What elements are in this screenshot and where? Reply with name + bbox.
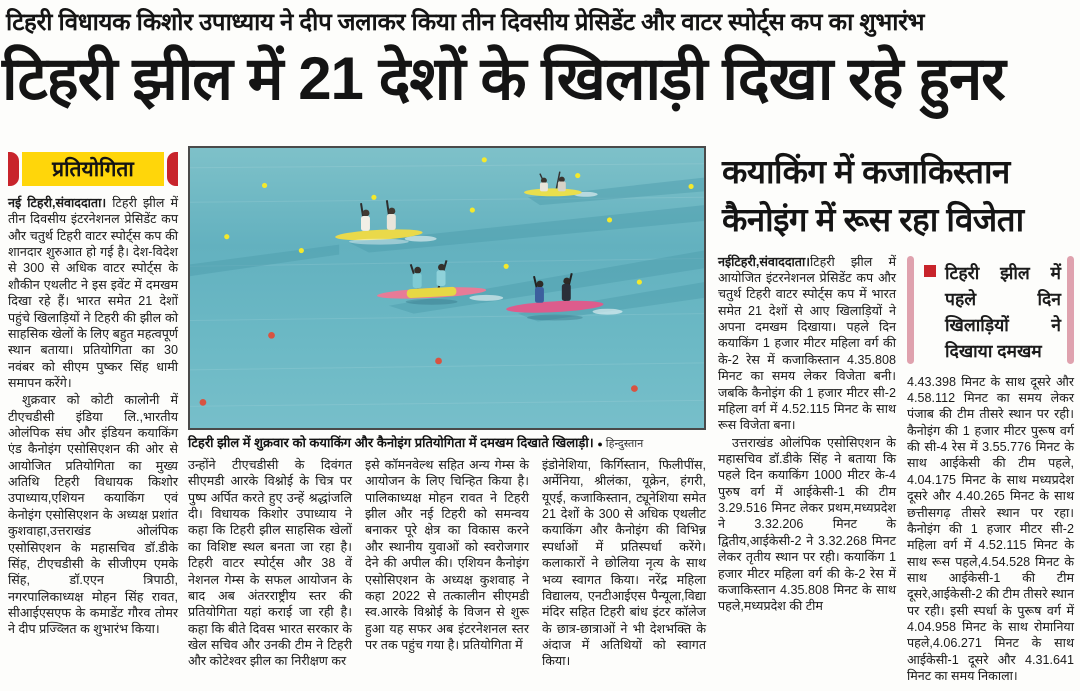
column	[365, 457, 529, 689]
paragraph: इंडोनेशिया, किर्गिस्तान, फिलीपींस, अर्मेनिया, श्रीलंका, यूक्रेन, हंगरी, यूएई, कजाकिस्तान, ट्यूनेशिया समेत 21 देशों के 300 से अधिक एथलीट कयाकिंग और कैनोइंग की विभिन्न स्पर्धाओं में प्रतिस्पर्धा करेंगे। कलाकारों ने छोलिया नृत्य के साथ भव्य स्वागत किया। नरेंद्र महिला विद्यालय, एनटीआईएस पैन्यूला,विद्या मंदिर सहित टिहरी बांध इंटर कॉलेज के छात्र-छात्राओं ने भी देशभक्ति के अंदाज में अतिथियों को स्वागत किया।	[542, 458, 706, 669]
dateline: नई टिहरी,संवाददाता।	[8, 196, 107, 210]
paragraph: इसे कॉमनवेल्थ सहित अन्य गेम्स के आयोजन के लिए चिन्हित किया है। पालिकाध्यक्ष मोहन रावत ने टिहरी झील और नई टिहरी को समन्वय बनाकर पूरे क्षेत्र का विकास करने और स्थानीय युवाओं को स्वरोजगार देने की अपील की। एशियन कैनोइंग एसोसिएशन के अध्यक्ष कुशवाह ने कहा 2022 से तत्कालीन सीएमडी स्व.आरके विश्नोई के विजन से शुरू हुआ यह सफर अब इंटरनेशनल स्तर पर तक पहुंच गया है। प्रतियोगिता में	[365, 458, 529, 652]
pullquote-right-bar	[1067, 256, 1074, 364]
photo-credit: हिन्दुस्तान	[602, 438, 644, 450]
paragraph: उन्होंने टीएचडीसी के दिवंगत सीएमडी आरके विश्नोई के चित्र पर पुष्प अर्पित करते हुए उन्हें श्रद्धांजलि दी। विधायक किशोर उपाध्याय ने कहा कि टिहरी झील साहसिक खेलों का विशिष्ट स्थल बनता जा रहा है। टिहरी वाटर स्पोर्ट्स और 38 वें नेशनल गेम्स के सफल आयोजन के बाद अब अंतरराष्ट्रीय स्तर की प्रतियोगिता यहां कराई जा रही है। कहा कि बीते दिवस भारत सरकार के खेल सचिव और उनकी टीम ने टिहरी और कोटेश्वर झील का निरीक्षण कर	[188, 458, 352, 669]
strap-headline: टिहरी विधायक किशोर उपाध्याय ने दीप जलाकर किया तीन दिवसीय प्रेसिडेंट और वाटर स्पोर्ट्स कप का शुभारंभ	[6, 9, 925, 36]
pull-quote-box	[907, 256, 1074, 364]
article-body	[8, 146, 1074, 689]
right-article-col1	[718, 254, 896, 685]
column	[188, 457, 352, 689]
paragraph: 4.43.398 मिनट के साथ दूसरे और 4.58.112 मिनट का समय लेकर पंजाब की टीम तीसरे स्थान पर रही। कैनोइंग की 1 हजार मीटर पुरूष वर्ग की सी-4 रेस में 3.55.776 मिनट के साथ आईकेसी की टीम पहले, 4.04.175 मिनट के साथ मध्यप्रदेश दूसरे और 4.40.265 मिनट के साथ छत्तीसगढ़ तीसरे स्थान पर रहा। कैनोइंग की 1 हजार मीटर सी-2 महिला वर्ग में 4.52.115 मिनट के साथ रूस पहले,4.54.528 मिनट के साथ आईकेसी-1 की टीम दूसरे,आईकेसी-2 की टीम तीसरे स्थान पर रही। इसी स्पर्धा के पुरूष वर्ग में 4.04.958 मिनट के साथ रोमानिया पहले,4.06.271 मिनट के साथ आईकेसी-1 दूसरे और 4.31.641 मिनट का समय निकाला।	[907, 374, 1074, 684]
main-headline: टिहरी झील में 21 देशों के खिलाड़ी दिखा रहे हुनर	[2, 45, 1005, 112]
right-article-col2	[907, 254, 1074, 685]
paragraph-text: टिहरी झील में आयोजित इंटरनेशनल प्रेसिडेंट कप और चतुर्थ टिहरी वाटर स्पोर्ट्स कप में भारत समेत 21 देशों से आए खिलाड़ियों ने अपना दमखम दिखाया। पहले दिन कयाकिंग 1 हजार मीटर महिला वर्ग की के-2 रेस में कजाकिस्तान 4.35.808 मिनट का समय लेकर विजेता बनी। जबकि कैनोइंग की 1 हजार मीटर सी-2 महिला वर्ग में 4.52.115 मिनट के साथ रूस विजेता बना।	[718, 254, 896, 433]
badge-right-cap	[167, 152, 178, 186]
column	[542, 457, 706, 689]
kayaking-scene	[190, 148, 704, 428]
badge-left-cap	[8, 152, 19, 186]
right-headline	[722, 148, 1074, 244]
lake-photo	[188, 146, 706, 430]
paragraph: शुक्रवार को कोटी कालोनी में टीएचडीसी इंडिया लि.,भारतीय ओलंपिक संघ और इंडियन कयाकिंग एंड कैनोइंग एसोसिएशन की ओर से आयोजित प्रतियोगिता का मुख्य अतिथि टिहरी विधायक किशोर उपाध्याय,एशियन कयाकिंग एवं केनोइंग एसोसिएशन के अध्यक्ष प्रशांत कुशवाहा,उत्तराखंड ओलंपिक एसोसिएशन के महासचिव डॉ.डीके सिंह, टीएचडीसी के सीजीएम एमके सिंह, डॉ.एएन त्रिपाठी, नगरपालिकाध्यक्ष मोहन सिंह रावत, सीआईएसएफ के कमाडेंट गौरव तोमर ने दीप प्रज्व्लित क शुभारंभ किया।	[8, 393, 178, 637]
middle-section	[188, 146, 706, 689]
pull-quote-text: टिहरी झील में पहले दिन खिलाड़ियों ने दिखाया दमखम	[945, 262, 1061, 362]
dateline: नईटिहरी,संवाददाता।	[718, 254, 811, 269]
credit-bullet-icon: ●	[597, 439, 603, 449]
right-column	[718, 146, 1074, 689]
red-square-bullet-icon	[924, 265, 936, 277]
badge-label: प्रतियोगिता	[22, 152, 164, 186]
paragraph	[718, 254, 896, 434]
left-column	[8, 146, 178, 689]
section-badge	[8, 152, 178, 186]
caption-text: टिहरी झील में शुक्रवार को कयाकिंग और कैनोइंग प्रतियोगिता में दमखम दिखाते खिलाड़ी।	[188, 435, 594, 450]
paragraph: उत्तराखंड ओलंपिक एसोसिएशन के महासचिव डॉ.डीके सिंह ने बताया कि पहले दिन कयाकिंग 1000 मीटर के-4 पुरुष वर्ग में आईकेसी-1 की टीम 3.29.516 मिनट लेकर प्रथम,मध्यप्रदेश ने 3.32.206 मिनट के द्वितीय,आईकेसी-2 ने 3.32.268 मिनट लेकर तृतीय स्थान पर रही। कयाकिंग 1 हजार मीटर महिला वर्ग की के-2 रेस में कजाकिस्तान 4.35.808 मिनट के साथ पहले,मध्यप्रदेश की टीम	[718, 435, 896, 614]
left-article-text	[8, 195, 178, 638]
right-headline-line2: कैनोइंग में रूस रहा विजेता	[722, 200, 1024, 238]
photo-caption	[188, 433, 706, 451]
photo-columns	[188, 457, 706, 689]
pullquote-left-bar	[907, 256, 914, 364]
right-headline-line1: कयाकिंग में कजाकिस्तान	[722, 153, 1010, 190]
paragraph	[8, 195, 178, 391]
paragraph-text: टिहरी झील में तीन दिवसीय इंटरनेशनल प्रेसिडेंट कप और चतुर्थ टिहरी वाटर स्पोर्ट्स कप की शानदार शुरुआत हो गई है। देश-विदेश से 300 से अधिक वाटर स्पोर्ट्स के शौकीन एथलीट ने इस इवेंट में दमखम दिखा रहे हैं। भारत समेत 21 देशों पहुंचे खिलाड़ियों ने टिहरी की झील को साहसिक खेलों के लिए बहुत महत्वपूर्ण स्थान बताया। प्रतियोगिता का 30 नवंबर को सीएम पुष्कर सिंह धामी समापन करेंगे।	[8, 196, 178, 390]
